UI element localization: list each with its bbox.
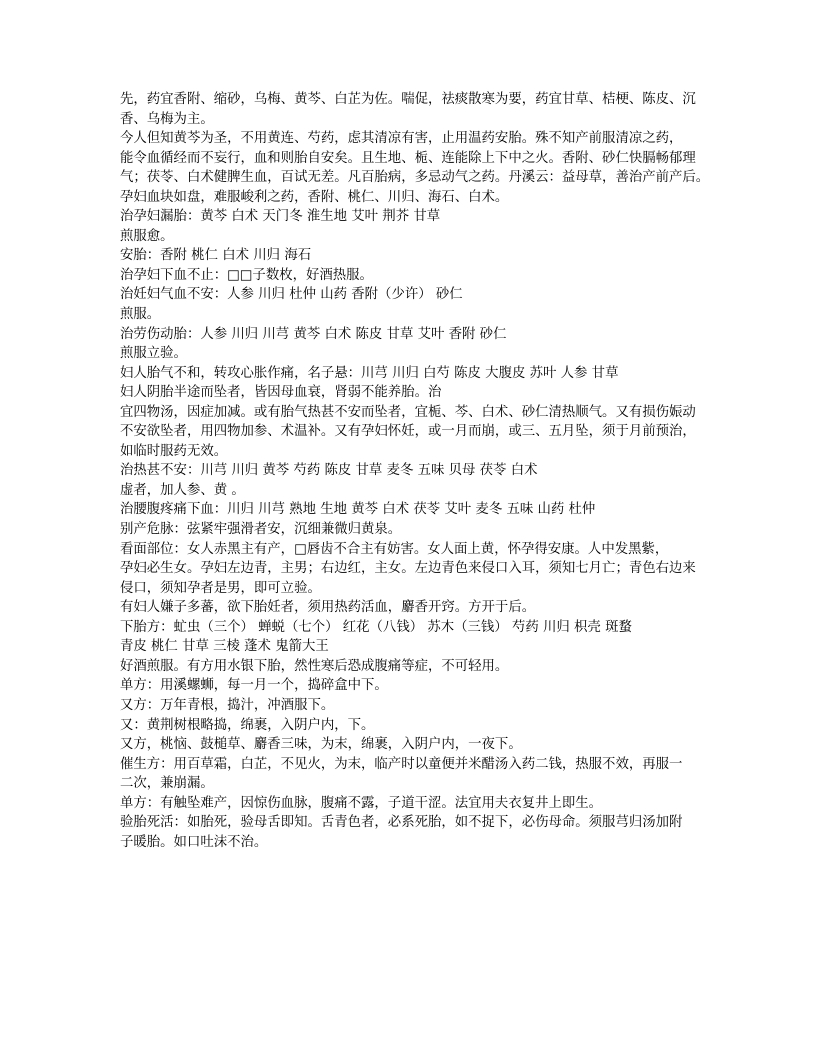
text-line: 治妊妇气血不安：人参 川归 杜仲 山药 香附（少许） 砂仁	[120, 287, 463, 303]
text-line: 侵口，须知孕者是男，即可立验。	[120, 580, 321, 596]
text-line: 煎服。	[120, 307, 161, 323]
text-line: 宜四物汤，因症加减。或有胎气热甚不安而坠者，宜栀、芩、白术、砂仁清热顺气。又有损伤娠动	[120, 404, 696, 420]
text-line: 别产危脉：弦紧牢强滑者安，沉细兼微归黄泉。	[120, 522, 402, 538]
text-line: 二次，兼崩漏。	[120, 776, 214, 792]
text-line: 如临时服药无效。	[120, 443, 228, 459]
text-line: 治热甚不安：川芎 川归 黄芩 芍药 陈皮 甘草 麦冬 五味 贝母 茯苓 白术	[120, 463, 538, 479]
text-line: 煎服愈。	[120, 228, 174, 244]
text-line: 先，药宜香附、缩砂，乌梅、黄芩、白芷为佐。喘促，祛痰散寒为要，药宜甘草、桔梗、陈皮、沉	[120, 92, 696, 107]
text-line: 孕妇血块如盘，难服峻利之药，香附、桃仁、川归、海石、白术。	[120, 189, 509, 205]
text-line: 好酒煎服。有方用水银下胎，然性寒后恐成腹痛等症，不可轻用。	[120, 658, 509, 674]
text-line: 治孕妇漏胎：黄芩 白术 天门冬 淮生地 艾叶 荆芥 甘草	[120, 209, 441, 225]
text-line: 有妇人嫌子多蕃，欲下胎妊者，须用热药活血，麝香开窍。方开于后。	[120, 600, 536, 616]
text-line: 能令血循经而不妄行，血和则胎自安矣。且生地、栀、连能除上下中之火。香附、砂仁快膈畅郁理	[120, 150, 696, 166]
document-page	[120, 90, 710, 852]
text-line: 又：黄荆树根略捣，绵裹，入阴户内，下。	[120, 717, 375, 733]
text-line: 香、乌梅为主。	[120, 111, 214, 127]
text-line: 又方，桃恼、鼓槌草、麝香三味，为末，绵裹，入阴户内，一夜下。	[120, 737, 522, 753]
text-line: 看面部位：女人赤黑主有产，□唇齿不合主有妨害。女人面上黄，怀孕得安康。人中发黑紫，	[120, 541, 669, 557]
text-line: 单方：用溪螺蛳，每一月一个，捣碎盒中下。	[120, 678, 388, 694]
text-line: 验胎死活：如胎死，验母舌即知。舌青色者，必系死胎，如不捉下，必伤母命。须服芎归汤加附	[120, 815, 683, 831]
text-line: 下胎方：虻虫（三个） 蝉蜕（七个） 红花（八钱） 苏木（三钱） 芍药 川归 枳壳 斑蝥	[120, 619, 632, 635]
text-line: 妇人阴胎半途而坠者，皆因母血衰，肾弱不能养胎。治	[120, 385, 442, 401]
text-line: 不安欲坠者，用四物加参、术温补。又有孕妇怀妊，或一月而崩，或三、五月坠，须于月前预治，	[120, 424, 696, 440]
text-line: 催生方：用百草霜，白芷，不见火，为末，临产时以童便并米醋汤入药二钱，热服不效，再服一	[120, 756, 683, 772]
text-line: 青皮 桃仁 甘草 三棱 蓬术 鬼箭大王	[120, 639, 329, 655]
text-line: 单方：有触坠难产，因惊伤血脉，腹痛不露，子道干涩。法宜用夫衣复井上即生。	[120, 795, 603, 811]
text-line: 治腰腹疼痛下血：川归 川芎 熟地 生地 黄芩 白术 茯苓 艾叶 麦冬 五味 山药 杜仲	[120, 502, 596, 518]
text-line: 虚者，加人参、黄 。	[120, 482, 245, 498]
text-line: 妇人胎气不和，转攻心胀作痛，名子悬：川芎 川归 白芍 陈皮 大腹皮 苏叶 人参 甘草	[120, 365, 619, 381]
text-line: 治劳伤动胎：人参 川归 川芎 黄芩 白术 陈皮 甘草 艾叶 香附 砂仁	[120, 326, 507, 342]
text-line: 气；茯苓、白术健脾生血，百试无差。凡百胎病，多忌动气之药。丹溪云：益母草，善治产前产后。	[120, 170, 710, 186]
text-line: 治孕妇下血不止：□□子数枚，好酒热服。	[120, 267, 373, 283]
text-line: 今人但知黄芩为圣，不用黄连、芍药，虑其清凉有害，止用温药安胎。殊不知产前服清凉之药，	[120, 131, 683, 147]
text-line: 孕妇必生女。孕妇左边青，主男；右边红，主女。左边青色来侵口入耳，须知七月亡；青色右边来	[120, 561, 696, 577]
text-line: 又方：万年青根，捣汁，冲酒服下。	[120, 697, 335, 713]
text-line: 安胎：香附 桃仁 白术 川归 海石	[120, 248, 312, 264]
text-line: 子暖胎。如口吐沫不治。	[120, 834, 268, 850]
text-line: 煎服立验。	[120, 346, 187, 362]
